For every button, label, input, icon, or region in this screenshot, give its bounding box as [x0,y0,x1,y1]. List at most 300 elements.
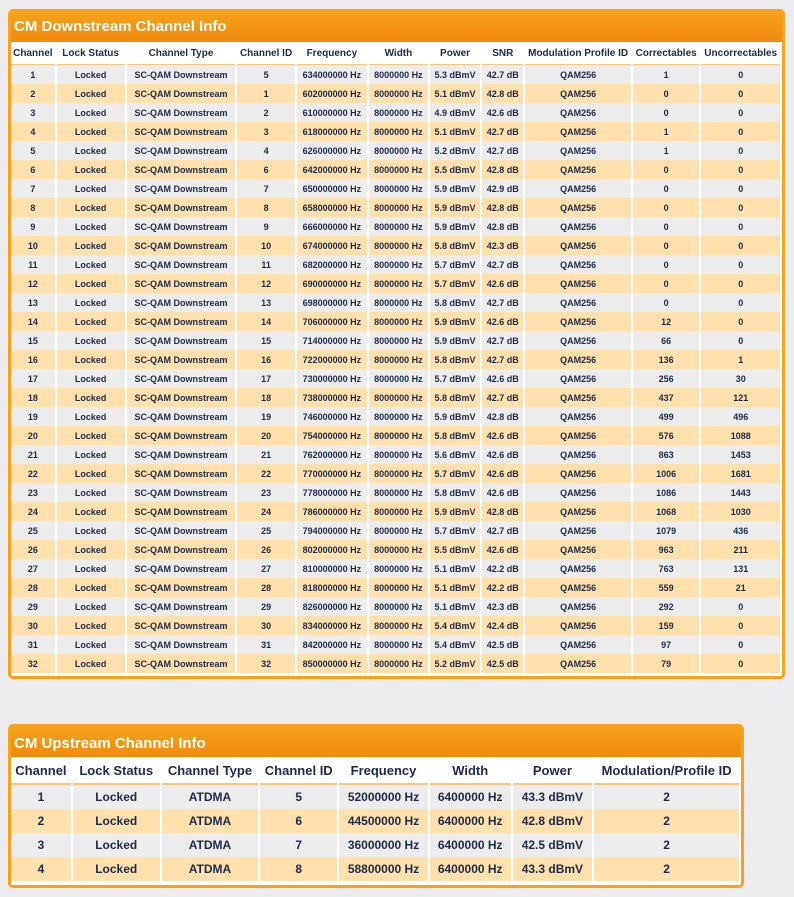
cell-power: 5.2 dBmV [430,141,480,160]
cell-modulation-profile-id: QAM256 [525,369,631,388]
cell-channel-id: 9 [237,217,295,236]
cell-width: 8000000 Hz [369,388,428,407]
cell-modulation-profile-id: QAM256 [525,388,631,407]
cell-width: 8000000 Hz [369,597,428,616]
cell-uncorrectables: 0 [701,331,780,350]
cell-power: 5.8 dBmV [430,426,480,445]
cell-channel-id: 19 [237,407,295,426]
cell-width: 8000000 Hz [369,198,428,217]
cell-power: 43.3 dBmV [513,785,593,809]
table-row [11,502,780,521]
cell-channel: 6 [11,160,55,179]
cell-channel: 17 [11,369,55,388]
cell-lock-status: Locked [57,445,125,464]
cell-channel-type: SC-QAM Downstream [127,559,236,578]
upstream-table [9,757,741,881]
cell-channel-type: SC-QAM Downstream [127,122,236,141]
cell-frequency: 786000000 Hz [297,502,367,521]
cell-power: 5.9 dBmV [430,179,480,198]
cell-channel: 3 [11,103,55,122]
cell-modulation-profile-id: QAM256 [525,217,631,236]
cell-power: 5.1 dBmV [430,122,480,141]
cell-lock-status: Locked [57,578,125,597]
cell-snr: 42.6 dB [482,369,523,388]
cell-frequency: 746000000 Hz [297,407,367,426]
cell-modulation-profile-id: QAM256 [525,84,631,103]
table-row [11,597,780,616]
cell-power: 5.4 dBmV [430,635,480,654]
cell-channel: 30 [11,616,55,635]
cell-snr: 42.7 dB [482,521,523,540]
cell-channel: 7 [11,179,55,198]
cell-modulation-profile-id: QAM256 [525,312,631,331]
cell-channel-type: SC-QAM Downstream [127,616,236,635]
cell-channel-type: SC-QAM Downstream [127,635,236,654]
cell-snr: 42.8 dB [482,217,523,236]
cell-power: 5.9 dBmV [430,312,480,331]
cell-lock-status: Locked [57,502,125,521]
cell-channel-type: SC-QAM Downstream [127,255,236,274]
table-row [11,540,780,559]
cell-uncorrectables: 30 [701,369,780,388]
cell-modulation-profile-id: QAM256 [525,65,631,84]
cell-modulation-profile-id: QAM256 [525,274,631,293]
downstream-header-lock-status: Lock Status [57,42,125,65]
cell-width: 8000000 Hz [369,350,428,369]
cell-correctables: 0 [633,217,700,236]
downstream-table [9,42,782,673]
cell-channel: 19 [11,407,55,426]
cell-lock-status: Locked [57,293,125,312]
cell-frequency: 52000000 Hz [339,785,428,809]
cell-snr: 42.6 dB [482,426,523,445]
cell-width: 8000000 Hz [369,160,428,179]
cell-modulation-profile-id: QAM256 [525,502,631,521]
cell-channel-type: SC-QAM Downstream [127,502,236,521]
cell-correctables: 0 [633,84,700,103]
cell-channel-id: 27 [237,559,295,578]
cell-power: 42.5 dBmV [513,833,593,857]
cell-power: 5.1 dBmV [430,84,480,103]
table-row [11,445,780,464]
cell-channel: 28 [11,578,55,597]
downstream-header-correctables: Correctables [633,42,700,65]
cell-channel: 23 [11,483,55,502]
cell-uncorrectables: 1453 [701,445,780,464]
cell-frequency: 682000000 Hz [297,255,367,274]
cell-channel-id: 6 [237,160,295,179]
cell-modulation-profile-id: QAM256 [525,160,631,179]
cell-channel-id: 20 [237,426,295,445]
cell-lock-status: Locked [57,160,125,179]
cell-channel-type: SC-QAM Downstream [127,236,236,255]
cell-modulation-profile-id: QAM256 [525,141,631,160]
cell-power: 5.7 dBmV [430,274,480,293]
cell-snr: 42.7 dB [482,255,523,274]
cell-power: 5.4 dBmV [430,616,480,635]
cell-frequency: 850000000 Hz [297,654,367,673]
cell-channel: 18 [11,388,55,407]
cell-lock-status: Locked [57,65,125,84]
cell-frequency: 658000000 Hz [297,198,367,217]
cell-channel-id: 8 [237,198,295,217]
table-row [11,483,780,502]
cell-power: 5.2 dBmV [430,654,480,673]
cell-channel-type: SC-QAM Downstream [127,274,236,293]
cell-width: 8000000 Hz [369,103,428,122]
cell-power: 5.7 dBmV [430,369,480,388]
cell-width: 8000000 Hz [369,445,428,464]
cell-frequency: 818000000 Hz [297,578,367,597]
downstream-header-uncorrectables: Uncorrectables [701,42,780,65]
cell-correctables: 159 [633,616,700,635]
cell-channel-type: SC-QAM Downstream [127,293,236,312]
table-row [11,809,739,833]
downstream-header-channel-type: Channel Type [127,42,236,65]
cell-frequency: 770000000 Hz [297,464,367,483]
cell-snr: 42.5 dB [482,654,523,673]
cell-modulation-profile-id: QAM256 [525,445,631,464]
cell-power: 5.7 dBmV [430,464,480,483]
cell-uncorrectables: 0 [701,160,780,179]
cell-lock-status: Locked [73,809,160,833]
cell-width: 8000000 Hz [369,236,428,255]
cell-uncorrectables: 0 [701,312,780,331]
cell-power: 5.5 dBmV [430,540,480,559]
cell-channel: 24 [11,502,55,521]
cell-width: 8000000 Hz [369,483,428,502]
cell-correctables: 1086 [633,483,700,502]
cell-uncorrectables: 0 [701,635,780,654]
cell-channel-type: SC-QAM Downstream [127,84,236,103]
cell-channel: 9 [11,217,55,236]
cell-modulation-profile-id: QAM256 [525,578,631,597]
cell-correctables: 136 [633,350,700,369]
cell-power: 5.8 dBmV [430,236,480,255]
upstream-header-modulation-profile-id: Modulation/Profile ID [594,757,739,785]
cell-frequency: 802000000 Hz [297,540,367,559]
cell-frequency: 778000000 Hz [297,483,367,502]
cell-frequency: 794000000 Hz [297,521,367,540]
cell-power: 5.7 dBmV [430,255,480,274]
cell-channel: 20 [11,426,55,445]
cell-width: 8000000 Hz [369,635,428,654]
cell-channel-id: 14 [237,312,295,331]
cell-width: 8000000 Hz [369,502,428,521]
cell-channel-type: ATDMA [162,857,259,881]
cell-channel-type: SC-QAM Downstream [127,103,236,122]
cell-correctables: 0 [633,179,700,198]
cell-power: 5.8 dBmV [430,388,480,407]
cell-uncorrectables: 0 [701,65,780,84]
cell-uncorrectables: 0 [701,217,780,236]
cell-lock-status: Locked [57,274,125,293]
cell-width: 8000000 Hz [369,274,428,293]
cell-snr: 42.2 dB [482,559,523,578]
cell-power: 5.1 dBmV [430,559,480,578]
cell-lock-status: Locked [57,654,125,673]
cell-channel-type: SC-QAM Downstream [127,597,236,616]
cell-correctables: 559 [633,578,700,597]
cell-power: 42.8 dBmV [513,809,593,833]
cell-power: 5.8 dBmV [430,483,480,502]
cell-channel-type: SC-QAM Downstream [127,369,236,388]
cell-channel: 2 [11,84,55,103]
cell-frequency: 610000000 Hz [297,103,367,122]
cell-snr: 42.6 dB [482,445,523,464]
cell-channel: 14 [11,312,55,331]
cell-correctables: 97 [633,635,700,654]
cell-frequency: 762000000 Hz [297,445,367,464]
cell-frequency: 634000000 Hz [297,65,367,84]
cell-power: 5.5 dBmV [430,160,480,179]
cell-modulation-profile-id: QAM256 [525,331,631,350]
cell-snr: 42.7 dB [482,388,523,407]
cell-snr: 42.3 dB [482,597,523,616]
cell-snr: 42.8 dB [482,407,523,426]
cell-snr: 42.7 dB [482,141,523,160]
cell-power: 43.3 dBmV [513,857,593,881]
cell-modulation-profile-id: QAM256 [525,122,631,141]
cell-channel-type: SC-QAM Downstream [127,426,236,445]
cell-channel-type: SC-QAM Downstream [127,654,236,673]
downstream-header-row [11,42,780,65]
cell-width: 8000000 Hz [369,616,428,635]
cell-power: 5.9 dBmV [430,331,480,350]
cell-uncorrectables: 1030 [701,502,780,521]
cell-frequency: 834000000 Hz [297,616,367,635]
cell-width: 8000000 Hz [369,426,428,445]
cell-snr: 42.7 dB [482,293,523,312]
cell-channel: 25 [11,521,55,540]
cell-frequency: 626000000 Hz [297,141,367,160]
table-row [11,312,780,331]
cell-width: 6400000 Hz [430,857,511,881]
upstream-header-power: Power [513,757,593,785]
cell-channel-type: SC-QAM Downstream [127,464,236,483]
cell-channel-type: ATDMA [162,833,259,857]
upstream-header-lock-status: Lock Status [73,757,160,785]
downstream-header-width: Width [369,42,428,65]
cell-power: 5.1 dBmV [430,597,480,616]
cell-modulation-profile-id: QAM256 [525,540,631,559]
cell-modulation-profile-id: 2 [594,809,739,833]
downstream-header-frequency: Frequency [297,42,367,65]
downstream-panel [8,9,785,679]
cell-frequency: 730000000 Hz [297,369,367,388]
table-row [11,141,780,160]
cell-lock-status: Locked [73,785,160,809]
table-row [11,635,780,654]
cell-channel-id: 22 [237,464,295,483]
table-row [11,331,780,350]
cell-lock-status: Locked [57,84,125,103]
table-row [11,785,739,809]
cell-channel: 21 [11,445,55,464]
cell-snr: 42.2 dB [482,578,523,597]
cell-channel-type: SC-QAM Downstream [127,65,236,84]
cell-width: 8000000 Hz [369,521,428,540]
cell-uncorrectables: 0 [701,616,780,635]
cell-channel: 4 [11,122,55,141]
cell-frequency: 698000000 Hz [297,293,367,312]
cell-power: 5.9 dBmV [430,502,480,521]
table-row [11,255,780,274]
cell-power: 5.9 dBmV [430,407,480,426]
cell-channel-type: SC-QAM Downstream [127,578,236,597]
cell-uncorrectables: 0 [701,597,780,616]
cell-modulation-profile-id: QAM256 [525,597,631,616]
cell-modulation-profile-id: 2 [594,857,739,881]
cell-uncorrectables: 0 [701,293,780,312]
cell-correctables: 256 [633,369,700,388]
cell-correctables: 0 [633,274,700,293]
cell-width: 6400000 Hz [430,833,511,857]
cell-frequency: 58800000 Hz [339,857,428,881]
cell-snr: 42.6 dB [482,103,523,122]
cell-channel: 26 [11,540,55,559]
cell-uncorrectables: 496 [701,407,780,426]
cell-modulation-profile-id: QAM256 [525,255,631,274]
cell-power: 5.8 dBmV [430,293,480,312]
cell-channel-id: 8 [260,857,337,881]
cell-modulation-profile-id: QAM256 [525,654,631,673]
upstream-header-channel: Channel [11,757,71,785]
downstream-header-snr: SNR [482,42,523,65]
cell-modulation-profile-id: 2 [594,833,739,857]
cell-modulation-profile-id: QAM256 [525,426,631,445]
cell-channel-type: ATDMA [162,809,259,833]
upstream-header-frequency: Frequency [339,757,428,785]
cell-channel-id: 21 [237,445,295,464]
cell-lock-status: Locked [57,255,125,274]
cell-modulation-profile-id: QAM256 [525,236,631,255]
cell-width: 8000000 Hz [369,369,428,388]
cell-correctables: 0 [633,198,700,217]
cell-frequency: 826000000 Hz [297,597,367,616]
cell-lock-status: Locked [57,312,125,331]
cell-channel-id: 2 [237,103,295,122]
upstream-header-channel-id: Channel ID [260,757,337,785]
cell-uncorrectables: 0 [701,122,780,141]
cell-channel-type: SC-QAM Downstream [127,350,236,369]
cell-channel: 15 [11,331,55,350]
cell-modulation-profile-id: QAM256 [525,559,631,578]
cell-modulation-profile-id: QAM256 [525,407,631,426]
cell-lock-status: Locked [57,426,125,445]
table-row [11,293,780,312]
cell-channel-id: 12 [237,274,295,293]
cell-uncorrectables: 0 [701,141,780,160]
cell-correctables: 292 [633,597,700,616]
cell-channel: 5 [11,141,55,160]
cell-uncorrectables: 1088 [701,426,780,445]
downstream-header-channel-id: Channel ID [237,42,295,65]
cell-channel-id: 18 [237,388,295,407]
cell-modulation-profile-id: 2 [594,785,739,809]
cell-power: 5.1 dBmV [430,578,480,597]
cell-modulation-profile-id: QAM256 [525,616,631,635]
cell-uncorrectables: 0 [701,236,780,255]
cell-lock-status: Locked [57,388,125,407]
table-row [11,616,780,635]
cell-width: 8000000 Hz [369,122,428,141]
cell-correctables: 66 [633,331,700,350]
cell-modulation-profile-id: QAM256 [525,521,631,540]
cell-frequency: 690000000 Hz [297,274,367,293]
cell-channel: 3 [11,833,71,857]
downstream-header-channel: Channel [11,42,55,65]
cell-channel-id: 25 [237,521,295,540]
cell-lock-status: Locked [57,407,125,426]
cell-power: 5.9 dBmV [430,198,480,217]
cell-frequency: 642000000 Hz [297,160,367,179]
cell-snr: 42.4 dB [482,616,523,635]
cell-frequency: 738000000 Hz [297,388,367,407]
cell-lock-status: Locked [57,521,125,540]
cell-snr: 42.7 dB [482,350,523,369]
cell-correctables: 0 [633,255,700,274]
table-row [11,274,780,293]
upstream-title: CM Upstream Channel Info [11,727,741,757]
cell-uncorrectables: 0 [701,84,780,103]
cell-correctables: 1 [633,65,700,84]
cell-correctables: 863 [633,445,700,464]
table-row [11,578,780,597]
cell-uncorrectables: 0 [701,274,780,293]
cell-channel-id: 30 [237,616,295,635]
cell-snr: 42.5 dB [482,635,523,654]
cell-lock-status: Locked [57,540,125,559]
cell-channel: 32 [11,654,55,673]
cell-uncorrectables: 1443 [701,483,780,502]
cell-channel: 1 [11,65,55,84]
table-row [11,521,780,540]
cell-width: 8000000 Hz [369,464,428,483]
cell-channel-id: 15 [237,331,295,350]
upstream-header-width: Width [430,757,511,785]
cell-uncorrectables: 0 [701,179,780,198]
cell-channel: 16 [11,350,55,369]
table-row [11,388,780,407]
cell-uncorrectables: 1 [701,350,780,369]
cell-correctables: 763 [633,559,700,578]
cell-width: 8000000 Hz [369,255,428,274]
cell-correctables: 0 [633,293,700,312]
cell-channel-type: SC-QAM Downstream [127,483,236,502]
cell-lock-status: Locked [57,179,125,198]
cell-correctables: 963 [633,540,700,559]
cell-correctables: 1068 [633,502,700,521]
upstream-header-channel-type: Channel Type [162,757,259,785]
cell-channel-id: 7 [260,833,337,857]
cell-frequency: 618000000 Hz [297,122,367,141]
cell-lock-status: Locked [57,331,125,350]
cell-uncorrectables: 211 [701,540,780,559]
cell-correctables: 1 [633,141,700,160]
cell-channel-type: SC-QAM Downstream [127,445,236,464]
cell-lock-status: Locked [57,597,125,616]
cell-correctables: 1079 [633,521,700,540]
cell-frequency: 602000000 Hz [297,84,367,103]
cell-channel-type: SC-QAM Downstream [127,540,236,559]
cell-channel-type: ATDMA [162,785,259,809]
cell-lock-status: Locked [57,559,125,578]
cell-correctables: 0 [633,160,700,179]
cell-lock-status: Locked [57,198,125,217]
cell-width: 8000000 Hz [369,654,428,673]
cell-channel-id: 17 [237,369,295,388]
